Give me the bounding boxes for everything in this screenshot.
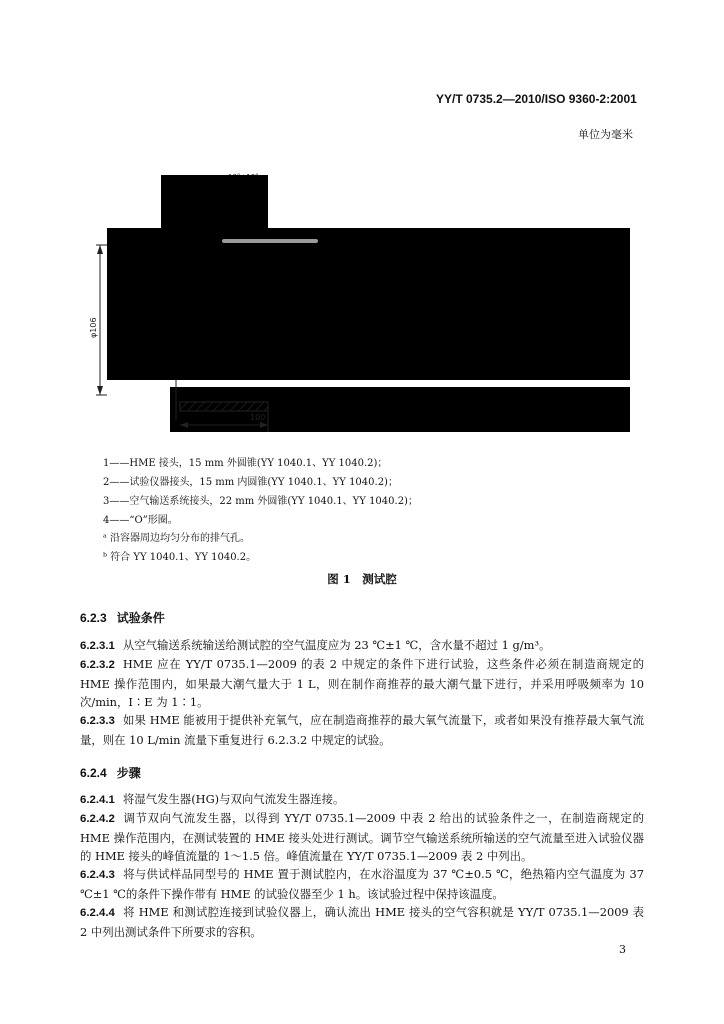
clause-number: 6.2.3.3 <box>80 715 115 727</box>
clause-number: 6.2.4.1 <box>80 794 115 806</box>
paragraph-6243 <box>80 865 644 903</box>
paragraph-6232 <box>80 655 644 712</box>
legend-item: 3——空气输送系统接头，22 mm 外圆锥(YY 1040.1、YY 1040.2)； <box>103 496 418 507</box>
figure-test-chamber <box>80 170 640 450</box>
paragraph-6241 <box>80 790 644 810</box>
section-heading-623 <box>80 609 165 626</box>
dim-length-label: 100 <box>250 413 266 422</box>
paragraph-6231 <box>80 636 644 656</box>
clause-number: 6.2.3.2 <box>80 659 115 671</box>
standard-header: YY/T 0735.2—2010/ISO 9360-2:2001 <box>436 92 637 106</box>
hatched-base <box>180 402 268 411</box>
legend-note: ᵃ 沿容器周边均匀分布的排气孔。 <box>103 533 251 544</box>
figure-drawing <box>80 170 640 450</box>
paragraph-6242 <box>80 809 644 866</box>
paragraph-6233 <box>80 711 644 749</box>
figure-caption: 图 1 测试腔 <box>327 572 397 586</box>
legend-item: 2——试验仪器接头，15 mm 内圆锥(YY 1040.1、YY 1040.2)； <box>103 477 398 488</box>
clause-number: 6.2.4.2 <box>80 813 115 825</box>
unit-note: 单位为毫米 <box>578 128 633 141</box>
legend-item: 4——“O”形圈。 <box>103 515 178 526</box>
clause-text: 将湿气发生器(HG)与双向气流发生器连接。 <box>122 792 345 806</box>
legend-item: 1——HME 接头，15 mm 外圆锥(YY 1040.1、YY 1040.2)； <box>103 458 388 469</box>
dim-diameter-label: φ106 <box>89 317 98 338</box>
legend-note: ᵇ 符合 YY 1040.1、YY 1040.2。 <box>103 552 257 563</box>
clause-number: 6.2.3.1 <box>80 640 115 652</box>
clause-text: 从空气输送系统输送给测试腔的空气温度应为 23 ℃±1 ℃，含水量不超过 1 g/m³。 <box>122 638 551 652</box>
clause-text: 将与供试样品同型号的 HME 置于测试腔内，在水浴温度为 37 ℃±0.5 ℃，绝热箱内空气温度为 37 ℃±1 ℃的条件下操作带有 HME 的试验仪器至少 1 h。该试验过程中保持该温度。 <box>80 867 644 901</box>
clause-text: HME 应在 YY/T 0735.1—2009 的表 2 中规定的条件下进行试验，这些条件必须在制造商规定的 HME 操作范围内，如果最大潮气量大于 1 L，则在制作商推荐的最大潮气量下进行，并采用呼吸频率为 10 次/min，I∶E 为 1∶1。 <box>80 657 644 710</box>
clause-number: 6.2.4.4 <box>80 907 115 919</box>
section-title: 试验条件 <box>116 611 165 625</box>
figure-highlight-bar <box>222 239 318 243</box>
section-number: 6.2.4 <box>80 766 107 780</box>
section-title: 步骤 <box>116 766 141 780</box>
clause-text: 将 HME 和测试腔连接到试验仪器上，确认流出 HME 接头的空气容积就是 YY/T 0735.1—2009 表 2 中列出测试条件下所要求的容积。 <box>80 905 644 939</box>
paragraph-6244 <box>80 903 644 941</box>
section-number: 6.2.3 <box>80 611 107 625</box>
section-heading-624 <box>80 764 141 781</box>
clause-text: 如果 HME 能被用于提供补充氧气，应在制造商推荐的最大氧气流量下，或者如果没有推荐最大氧气流量，则在 10 L/min 流量下重复进行 6.2.3.2 中规定的试验。 <box>80 713 644 747</box>
clause-number: 6.2.4.3 <box>80 869 115 881</box>
page-number: 3 <box>619 943 626 956</box>
redaction-block-main <box>107 228 630 380</box>
clause-text: 调节双向气流发生器，以得到 YY/T 0735.1—2009 中表 2 给出的试验条件之一，在制造商规定的 HME 操作范围内，在测试装置的 HME 接头处进行测试。调节空气输送系统所输送的空气流量至进入试验仪器的 HME 接头的峰值流量的 1～1.5 倍。峰值流量在 YY/T 0735.1—2009 表 2 中列出。 <box>80 811 644 864</box>
